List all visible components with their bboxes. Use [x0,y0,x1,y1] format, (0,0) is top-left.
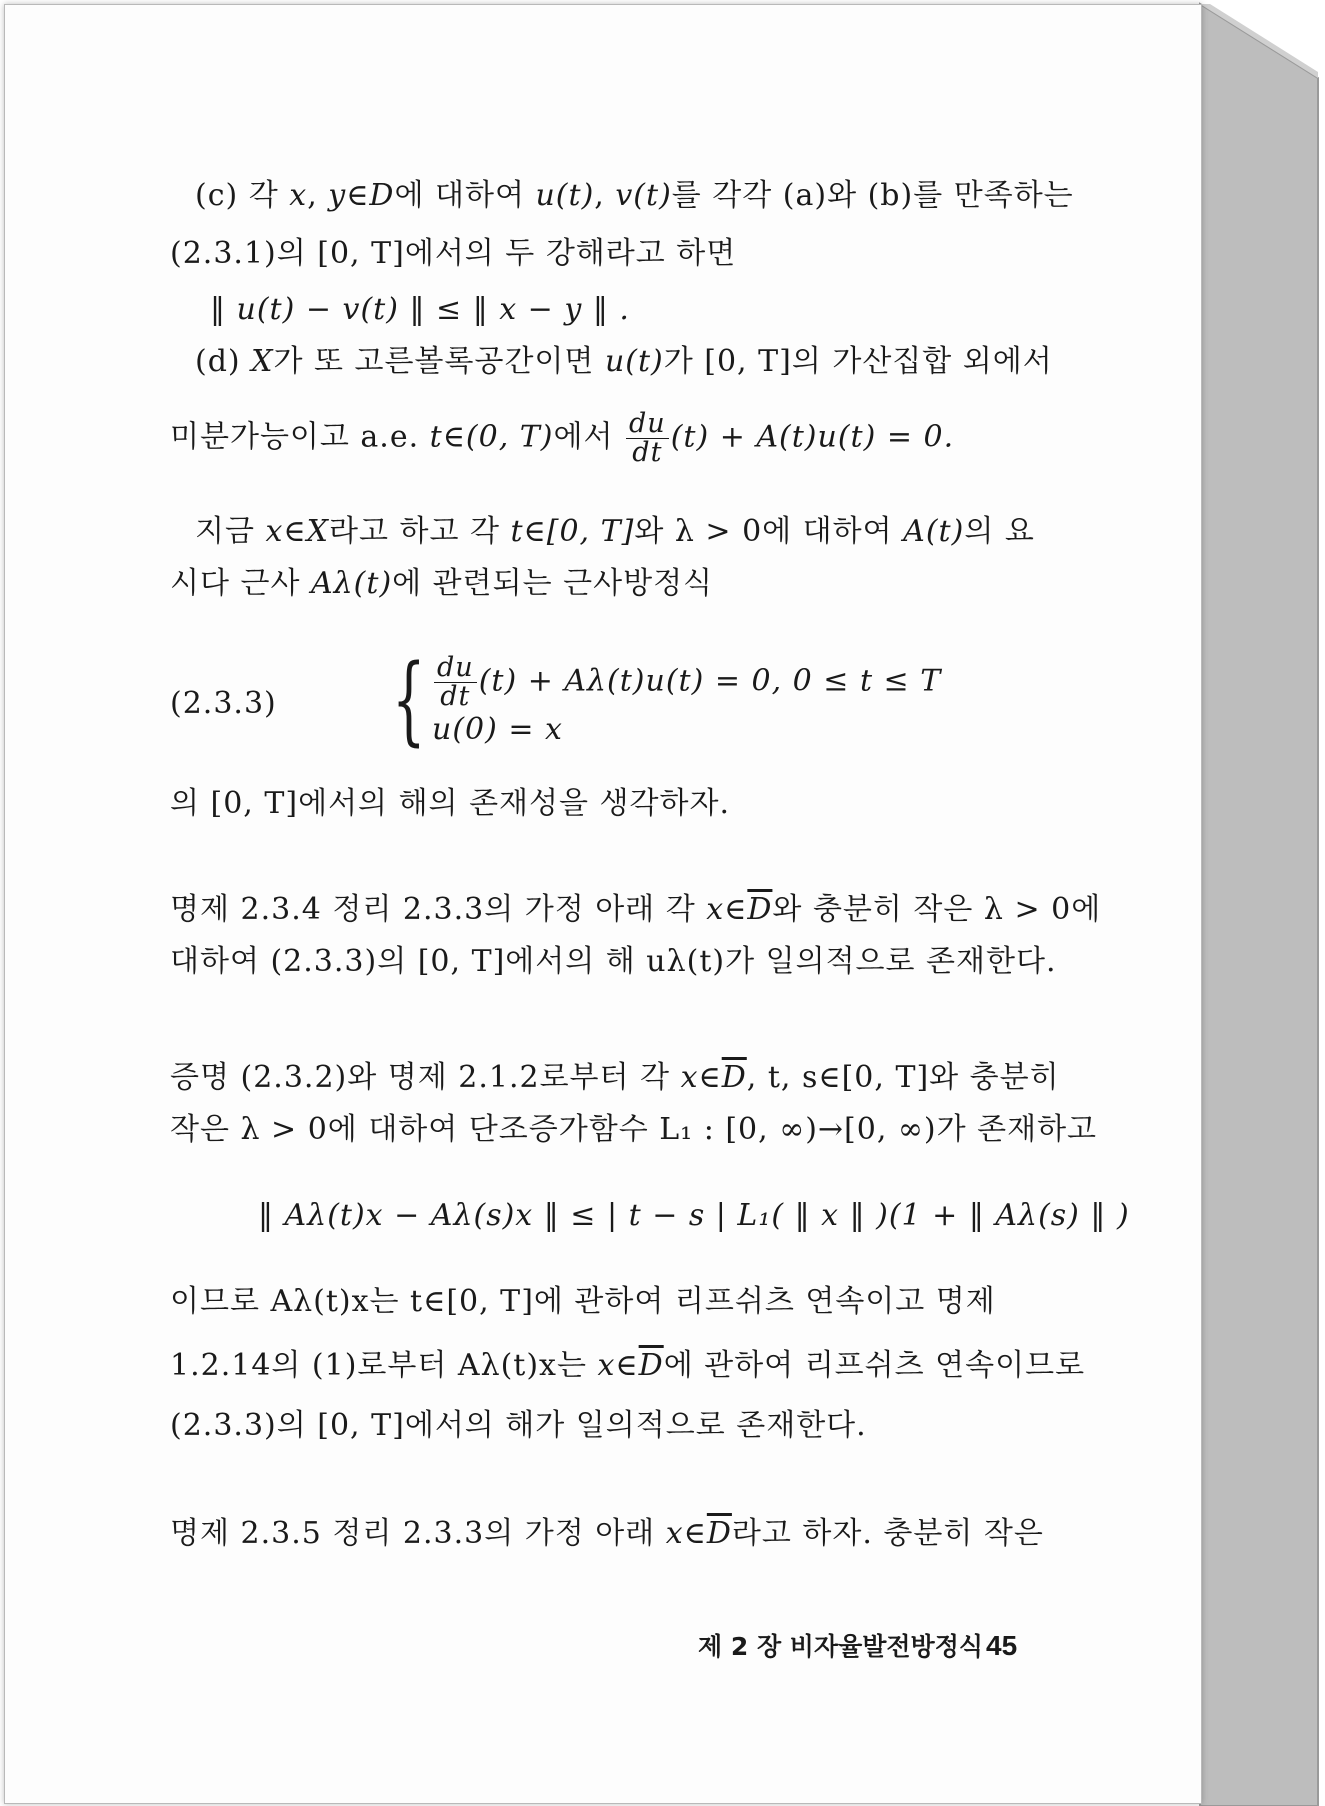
proof-line-5: (2.3.3)의 [0, T]에서의 해가 일의적으로 존재한다. [170,1408,867,1443]
proof-line-3: 이므로 Aλ(t)x는 t∈[0, T]에 관하여 리프쉬츠 연속이고 명제 [170,1284,996,1319]
paragraph-c-line-2: (2.3.1)의 [0, T]에서의 두 강해라고 하면 [170,236,737,271]
running-footer-chapter: 제 2 장 비자율발전방정식 [698,1632,984,1661]
proof-line-4: 1.2.14의 (1)로부터 Aλ(t)x는 $x\in\overline{D}$에 관하여 리프쉬츠 연속이므로 [170,1348,1086,1383]
formula-c: ‖ u(t) − v(t) ‖ ≤ ‖ x − y ‖ . [210,292,630,327]
paragraph-c-line-1: (c) 각 x, y∈D에 대하여 u(t), v(t)를 각각 (a)와 (b)를 만족하는 [195,178,1074,213]
equation-line-2: u(0) = x [432,712,563,747]
proposition-2-3-4-line-1: 명제 2.3.4 정리 2.3.3의 가정 아래 각 $x\in\overline{D}$와 충분히 작은 λ > 0에 [170,892,1102,927]
paragraph-1-line-2: 시다 근사 Aλ(t)에 관련되는 근사방정식 [170,566,714,601]
proposition-2-3-4-line-2: 대하여 (2.3.3)의 [0, T]에서의 해 uλ(t)가 일의적으로 존재한다. [170,944,1057,979]
equation-line-1: $\frac{du}{dt}$ (t) + Aλ(t)u(t) = 0, 0 ≤ t ≤ T [432,654,941,711]
equation-label: (2.3.3) [170,686,277,721]
proposition-2-3-5-line-1: 명제 2.3.5 정리 2.3.3의 가정 아래 $x\in\overline{D}$라고 하자. 충분히 작은 [170,1516,1044,1551]
proof-line-1: 증명 (2.3.2)와 명제 2.1.2로부터 각 $x\in\overline{D}$, t, s∈[0, T]와 충분히 [170,1060,1060,1095]
fraction-du-dt: $\frac{du}{dt}$ [434,654,477,711]
fraction-du-dt: $\frac{du}{dt}$ [626,410,669,467]
paragraph-1-line-1: 지금 x∈X라고 하고 각 t∈[0, T]와 λ > 0에 대하여 A(t)의 요 [195,514,1035,549]
proof-line-2: 작은 λ > 0에 대하여 단조증가함수 L₁ : [0, ∞)→[0, ∞)가 존재하고 [170,1112,1098,1147]
page-number: 45 [986,1630,1018,1661]
proof-formula: ‖ Aλ(t)x − Aλ(s)x ‖ ≤ | t − s | L₁( ‖ x ‖ )(1 + ‖ Aλ(s) ‖ ) [258,1198,1130,1233]
paragraph-d-line-1: (d) X가 또 고른볼록공간이면 u(t)가 [0, T]의 가산집합 외에서 [195,344,1053,379]
equation-brace: { [392,644,426,756]
paragraph-d-line-2: 미분가능이고 a.e. t∈(0, T)에서 $\frac{du}{dt}$ (t) + A(t)u(t) = 0. [170,408,955,468]
paragraph-2: 의 [0, T]에서의 해의 존재성을 생각하자. [170,786,730,821]
